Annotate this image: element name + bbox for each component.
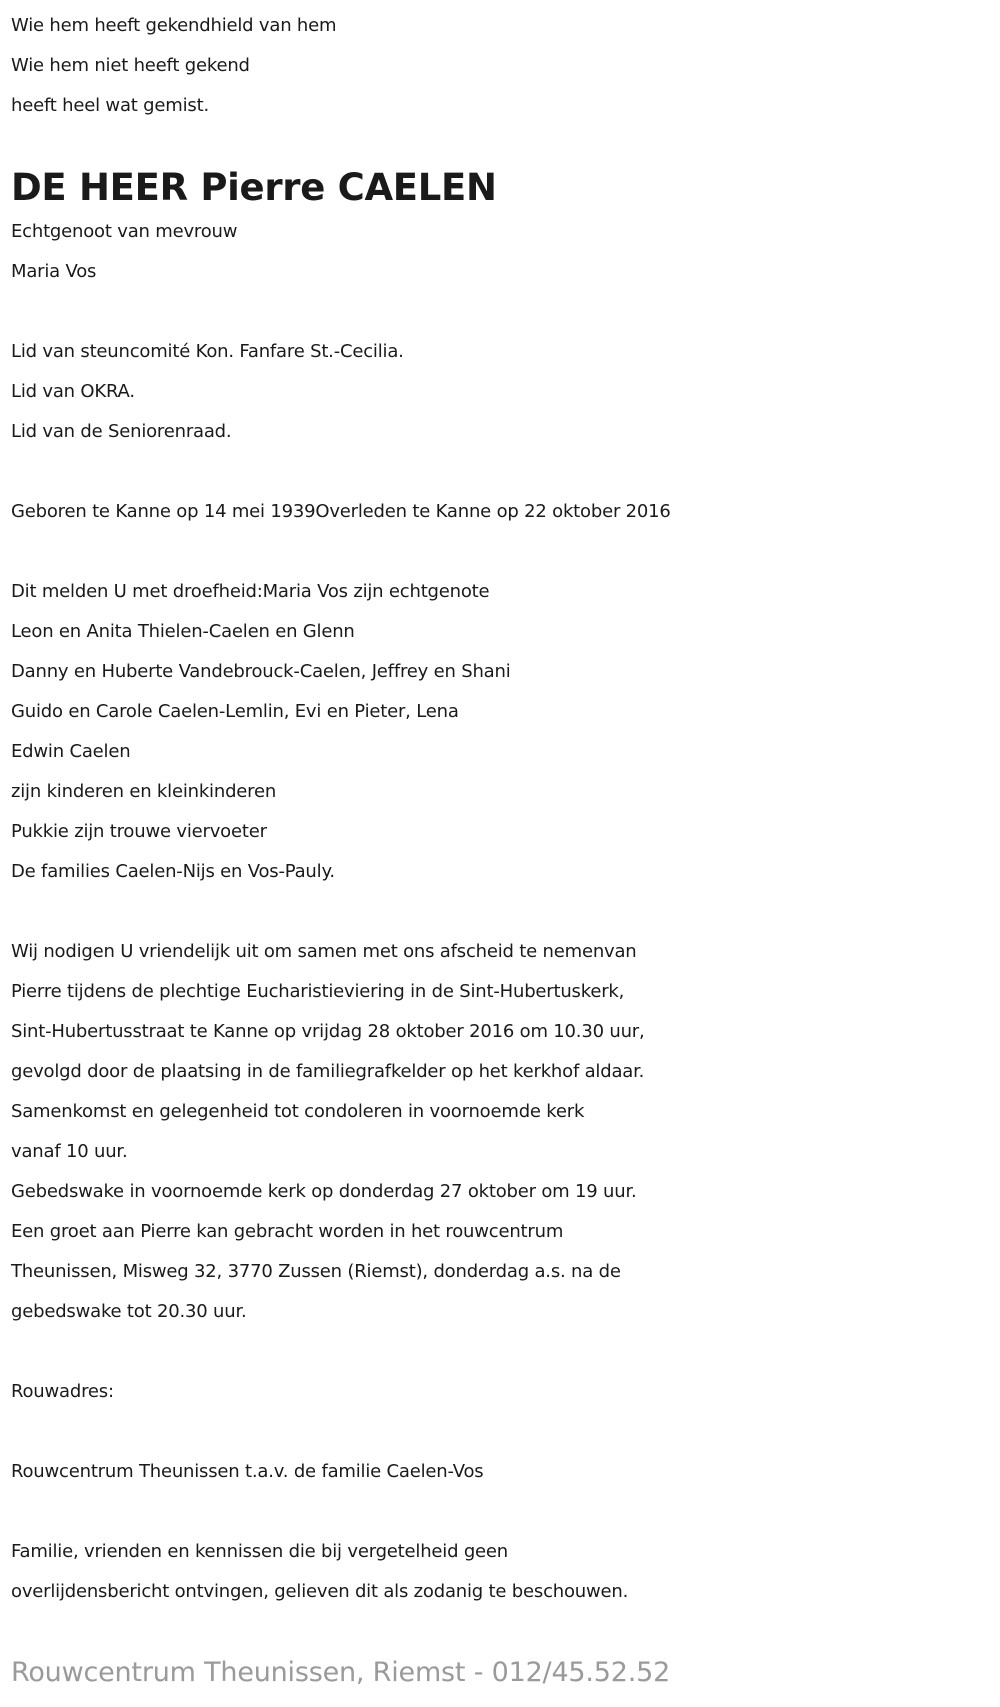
deceased-name-title: DE HEER Pierre CAELEN — [11, 166, 497, 209]
announcement-line: De families Caelen-Nijs en Vos-Pauly. — [11, 861, 335, 882]
announcement-line: Edwin Caelen — [11, 741, 131, 762]
spacer — [11, 1492, 996, 1532]
membership-line: Lid van OKRA. — [11, 381, 135, 402]
closing-line: Familie, vrienden en kennissen die bij vergetelheid geen — [11, 1541, 509, 1562]
invitation-line: Wij nodigen U vriendelijk uit om samen met ons afscheid te nemenvan — [11, 941, 637, 962]
spacer — [11, 292, 996, 332]
address-label: Rouwadres: — [11, 1381, 114, 1402]
invitation-line: vanaf 10 uur. — [11, 1141, 128, 1162]
verse-line: Wie hem niet heeft gekend — [11, 55, 250, 76]
spacer — [11, 892, 996, 932]
invitation-line: Samenkomst en gelegenheid tot condoleren in voornoemde kerk — [11, 1101, 585, 1122]
memberships-block — [11, 332, 996, 452]
spacer — [11, 1412, 996, 1452]
spouse-block — [11, 212, 996, 292]
announcement-line: Pukkie zijn trouwe viervoeter — [11, 821, 267, 842]
announcement-line: Leon en Anita Thielen-Caelen en Glenn — [11, 621, 355, 642]
invitation-line: Een groet aan Pierre kan gebracht worden in het rouwcentrum — [11, 1221, 564, 1242]
spacer — [11, 532, 996, 572]
memorial-verse — [11, 6, 996, 126]
birth-death-line: Geboren te Kanne op 14 mei 1939Overleden te Kanne op 22 oktober 2016 — [11, 501, 671, 522]
mourning-address: Rouwcentrum Theunissen t.a.v. de familie Caelen-Vos — [11, 1461, 484, 1482]
invitation-line: Theunissen, Misweg 32, 3770 Zussen (Riemst), donderdag a.s. na de — [11, 1261, 621, 1282]
invitation-line: gevolgd door de plaatsing in de familiegrafkelder op het kerkhof aldaar. — [11, 1061, 645, 1082]
announcement-line: Guido en Carole Caelen-Lemlin, Evi en Pieter, Lena — [11, 701, 459, 722]
verse-line: heeft heel wat gemist. — [11, 95, 209, 116]
announcement-line: Dit melden U met droefheid:Maria Vos zijn echtgenote — [11, 581, 490, 602]
invitation-line: Sint-Hubertusstraat te Kanne op vrijdag 28 oktober 2016 om 10.30 uur, — [11, 1021, 645, 1042]
membership-line: Lid van de Seniorenraad. — [11, 421, 232, 442]
invitation-line: Pierre tijdens de plechtige Eucharistieviering in de Sint-Hubertuskerk, — [11, 981, 625, 1002]
announcement-line: zijn kinderen en kleinkinderen — [11, 781, 277, 802]
spacer — [11, 452, 996, 492]
invitation-line: gebedswake tot 20.30 uur. — [11, 1301, 247, 1322]
announcement-line: Danny en Huberte Vandebrouck-Caelen, Jeffrey en Shani — [11, 661, 511, 682]
spouse-line: Echtgenoot van mevrouw — [11, 221, 238, 242]
funeral-home-footer: Rouwcentrum Theunissen, Riemst - 012/45.52.52 — [11, 1657, 671, 1688]
verse-line: Wie hem heeft gekendhield van hem — [11, 15, 337, 36]
membership-line: Lid van steuncomité Kon. Fanfare St.-Cecilia. — [11, 341, 404, 362]
invitation-line: Gebedswake in voornoemde kerk op donderdag 27 oktober om 19 uur. — [11, 1181, 637, 1202]
announcement-block — [11, 572, 996, 892]
invitation-block — [11, 932, 996, 1332]
closing-line: overlijdensbericht ontvingen, gelieven dit als zodanig te beschouwen. — [11, 1581, 629, 1602]
obituary-document — [11, 6, 996, 1612]
closing-block — [11, 1532, 996, 1612]
spouse-line: Maria Vos — [11, 261, 97, 282]
spacer — [11, 1332, 996, 1372]
